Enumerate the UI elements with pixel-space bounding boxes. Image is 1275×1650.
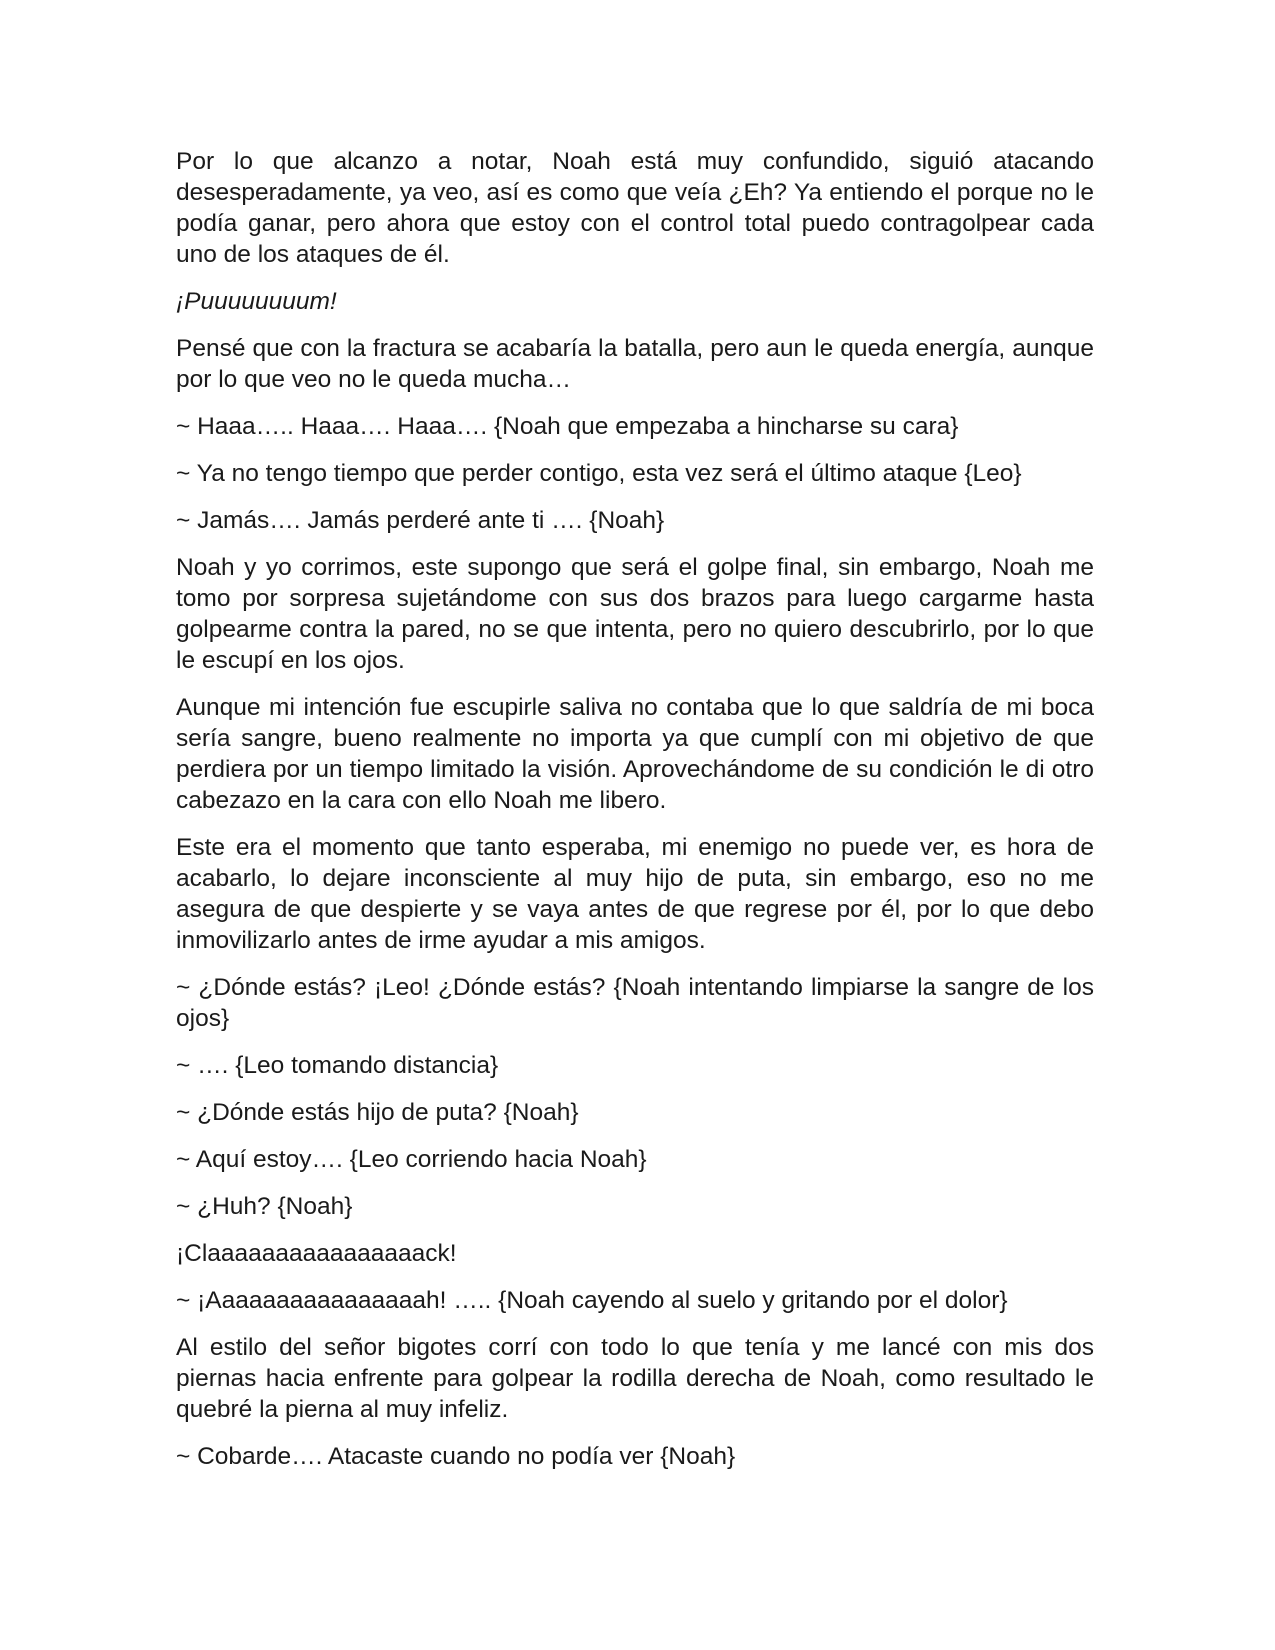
paragraph-narration: Aunque mi intención fue escupirle saliva no contaba que lo que saldría de mi boca sería sangre, bueno realmente no importa ya que cumplí con mi objetivo de que perdiera por un tiempo limitado la visión. Aprovechándome de su condición le di otro cabezazo en la cara con ello Noah me libero. bbox=[176, 694, 1094, 814]
paragraph-sound-effect: ¡Puuuuuuuum! bbox=[176, 288, 337, 315]
paragraph-narration: Este era el momento que tanto esperaba, mi enemigo no puede ver, es hora de acabarlo, lo dejare inconsciente al muy hijo de puta, sin embargo, eso no me asegura de que despierte y se vaya antes de que regrese por él, por lo que debo inmovilizarlo antes de irme ayudar a mis amigos. bbox=[176, 834, 1094, 954]
paragraph-narration: Por lo que alcanzo a notar, Noah está muy confundido, siguió atacando desesperadamente, ya veo, así es como que veía ¿Eh? Ya entiendo el porque no le podía ganar, pero ahora que estoy con el control total puedo contragolpear cada uno de los ataques de él. bbox=[176, 148, 1094, 268]
paragraph-dialogue: ~ Haaa….. Haaa…. Haaa…. {Noah que empezaba a hincharse su cara} bbox=[176, 413, 959, 440]
paragraph-dialogue: ~ Cobarde…. Atacaste cuando no podía ver {Noah} bbox=[176, 1443, 736, 1470]
paragraph-dialogue: ~ ¿Dónde estás? ¡Leo! ¿Dónde estás? {Noah intentando limpiarse la sangre de los ojos} bbox=[176, 974, 1094, 1032]
paragraph-sound-effect: ¡Claaaaaaaaaaaaaaaack! bbox=[176, 1240, 457, 1267]
paragraph-dialogue: ~ ¿Huh? {Noah} bbox=[176, 1193, 353, 1220]
paragraph-dialogue: ~ Jamás…. Jamás perderé ante ti …. {Noah} bbox=[176, 507, 665, 534]
paragraph-dialogue: ~ ¿Dónde estás hijo de puta? {Noah} bbox=[176, 1099, 579, 1126]
paragraph-dialogue: ~ ¡Aaaaaaaaaaaaaaaah! ….. {Noah cayendo al suelo y gritando por el dolor} bbox=[176, 1287, 1008, 1314]
paragraph-narration: Noah y yo corrimos, este supongo que será el golpe final, sin embargo, Noah me tomo por sorpresa sujetándome con sus dos brazos para luego cargarme hasta golpearme contra la pared, no se que intenta, pero no quiero descubrirlo, por lo que le escupí en los ojos. bbox=[176, 554, 1094, 674]
paragraph-narration: Pensé que con la fractura se acabaría la batalla, pero aun le queda energía, aunque por lo que veo no le queda mucha… bbox=[176, 335, 1094, 393]
document-page bbox=[176, 146, 1094, 1488]
paragraph-dialogue: ~ Aquí estoy…. {Leo corriendo hacia Noah} bbox=[176, 1146, 647, 1173]
paragraph-dialogue: ~ Ya no tengo tiempo que perder contigo, esta vez será el último ataque {Leo} bbox=[176, 460, 1022, 487]
paragraph-narration: Al estilo del señor bigotes corrí con todo lo que tenía y me lancé con mis dos piernas hacia enfrente para golpear la rodilla derecha de Noah, como resultado le quebré la pierna al muy infeliz. bbox=[176, 1334, 1094, 1423]
paragraph-dialogue: ~ …. {Leo tomando distancia} bbox=[176, 1052, 499, 1079]
